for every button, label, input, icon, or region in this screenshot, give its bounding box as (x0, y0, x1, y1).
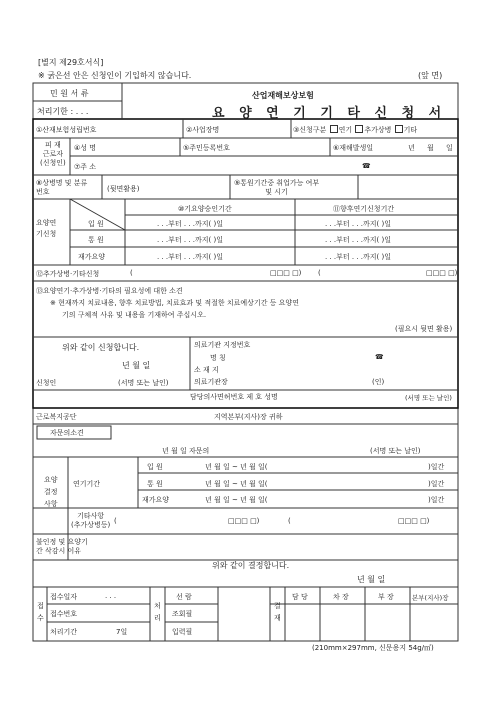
day-label: 일 (446, 144, 453, 152)
month-label: 월 (427, 144, 434, 152)
apply-statement: 위와 같이 신청합니다. (62, 343, 140, 352)
director-seal: (인) (372, 378, 385, 386)
disease-name-label: ⑧상병명 및 분류 번호 (36, 179, 88, 196)
doctor-license-label: 담당의사면허번호 제 호 성명 (190, 393, 278, 401)
extension-period-label: 연기기간 (73, 480, 101, 488)
medical-org-number-label: 의료기관 지정번호 (194, 341, 251, 349)
consultant-opinion-label: 자문의소견 (50, 429, 84, 437)
back-use-note: (뒷면활용) (107, 185, 140, 193)
period-type-outpatient: 통 원 (88, 236, 104, 244)
other-open-paren: ( (114, 517, 117, 525)
period-type-home: 재가요양 (78, 253, 106, 261)
decision-code-2: □□□ □) (398, 517, 430, 525)
page-title: 요 양 연 기 기 타 신 청 서 (212, 106, 447, 121)
additional-open-paren-2: ( (318, 269, 321, 277)
civil-document-label: 민 원 서 류 (50, 89, 89, 98)
future-home: . . .부터 . . .까지( )일 (325, 253, 391, 261)
opinion-note-2: 기의 구체적 사유 및 내용을 기재하여 주십시오. (62, 311, 207, 319)
commute-work-label: ⑨통원기간중 취업가능 여부 및 시기 (234, 179, 320, 196)
applicant-sign: (서명 또는 날인) (118, 379, 169, 387)
phone-icon: ☎ (362, 162, 371, 170)
decision-date: 년 월 일 (357, 575, 386, 584)
role-deputy: 차 장 (333, 593, 349, 601)
opinion-label: ⑬요양연기·추가상병·기타의 필요성에 대한 소견 (36, 287, 183, 295)
form-number: [별지 제29호서식] (38, 58, 104, 67)
recipient-branch: 지역본부(지사)장 귀하 (214, 413, 283, 421)
consultant-sign: (서명 또는 날인) (370, 447, 421, 455)
process-checked: 조회필 (172, 610, 193, 618)
applicant-label: 신청인 (36, 379, 57, 387)
medical-director-label: 의료기관장 (194, 378, 228, 386)
insurance-number-label: ①산재보험성립번호 (36, 126, 97, 134)
decision-type-inpatient: 입 원 (147, 463, 163, 471)
received-number-label: 접수번호 (50, 610, 78, 618)
receipt-label: 접 수 (37, 602, 44, 622)
checkbox-other[interactable] (395, 125, 403, 133)
workplace-name-label: ②사업장명 (186, 126, 220, 134)
opinion-back-note: (필요시 뒷면 활용) (395, 325, 453, 333)
approved-inpatient: . . .부터 . . .까지( )일 (157, 220, 223, 228)
name-label: ④성 명 (74, 144, 97, 152)
decision-range-home: 년 월 일 ~ 년 월 일( (205, 496, 268, 504)
insurance-name: 산업재해보상보험 (252, 91, 314, 100)
checkbox-delay[interactable] (330, 125, 338, 133)
received-date-label: 접수일자 (50, 593, 78, 601)
checkbox-additional[interactable] (355, 125, 363, 133)
received-date-value: . . . (105, 592, 117, 600)
other-items-label: 기타사항 (추가상병등) (71, 512, 111, 529)
decision-range-inpatient: 년 월 일 ~ 년 월 일( (205, 463, 268, 471)
decision-label: 요양 결정 사항 (44, 476, 58, 508)
medical-org-address-label: 소 재 지 (194, 366, 219, 374)
rejection-reason-label: 불인정 및 요양기 간 삭감시 이유 (36, 538, 88, 555)
period-type-inpatient: 입 원 (88, 220, 104, 228)
approved-period-header: ⑩기요양승인기간 (178, 205, 232, 213)
additional-open-paren: ( (130, 269, 133, 277)
injured-worker-label: 피 재 근로자 (신청인) (40, 141, 66, 167)
doctor-sign: (서명 또는 날인) (405, 394, 452, 402)
application-type-label: ③신청구분 연기 추가상병 기타 (293, 126, 418, 134)
apply-date: 년 월 일 (122, 361, 151, 370)
disease-code-2: □□□ □) (426, 269, 458, 277)
decision-type-home: 재가요양 (142, 496, 170, 504)
page-side: (앞 면) (418, 71, 443, 80)
processing-period-label: 처리기간 (50, 628, 78, 636)
future-outpatient: . . .부터 . . .까지( )일 (325, 236, 391, 244)
additional-request-label: ⑫추가상병·기타신청 (36, 270, 100, 278)
processing-period-value: 7일 (116, 628, 128, 636)
recipient-org: 근로복지공단 (36, 413, 77, 421)
decision-days-home: )일간 (428, 496, 445, 504)
decision-days-inpatient: )일간 (428, 463, 445, 471)
processing-deadline: 처리기한 : . . . (37, 107, 89, 116)
decision-days-outpatient: )일간 (428, 480, 445, 488)
decision-statement: 위와 같이 결정합니다. (212, 561, 290, 570)
future-inpatient: . . .부터 . . .까지( )일 (325, 220, 391, 228)
decision-code-1: □□□ □) (228, 517, 260, 525)
role-director: 본부(지사)장 (412, 594, 449, 602)
medical-org-phone-icon: ☎ (375, 353, 384, 361)
role-manager: 부 장 (378, 593, 394, 601)
decision-range-outpatient: 년 월 일 ~ 년 월 일( (205, 480, 268, 488)
paper-spec: (210mm×297mm, 신문용지 54g/㎡) (312, 644, 434, 652)
approval-label: 결 재 (274, 602, 281, 622)
consultant-date: 년 월 일 자문의 (162, 447, 210, 455)
process-viewed: 선 람 (176, 593, 192, 601)
approved-home: . . .부터 . . .까지( )일 (157, 253, 223, 261)
role-staff: 담 당 (292, 593, 308, 601)
process-entered: 입력필 (172, 628, 193, 636)
disease-code-1: □□□ □) (270, 269, 302, 277)
approved-outpatient: . . .부터 . . .까지( )일 (157, 236, 223, 244)
medical-org-name-label: 명 칭 (210, 354, 226, 362)
year-label: 년 (408, 144, 415, 152)
future-period-header: ⑪향후연기신청기간 (333, 205, 395, 213)
other-open-paren-2: ( (288, 517, 291, 525)
form-note: ※ 굵은선 안은 신청인이 기입하지 않습니다. (38, 71, 192, 80)
decision-type-outpatient: 통 원 (147, 480, 163, 488)
delay-application-label: 요양연 기신청 (36, 219, 57, 238)
opinion-note-1: ※ 현재까지 치료내용, 향후 치료방법, 치료효과 및 적절한 치료예상기간 등 요양연 (50, 299, 299, 307)
address-label: ⑦주 소 (74, 163, 97, 171)
process-label: 처 리 (154, 602, 161, 622)
rrn-label: ⑤주민등록번호 (183, 144, 230, 152)
accident-date-label: ⑥재해발생일 (333, 144, 374, 152)
